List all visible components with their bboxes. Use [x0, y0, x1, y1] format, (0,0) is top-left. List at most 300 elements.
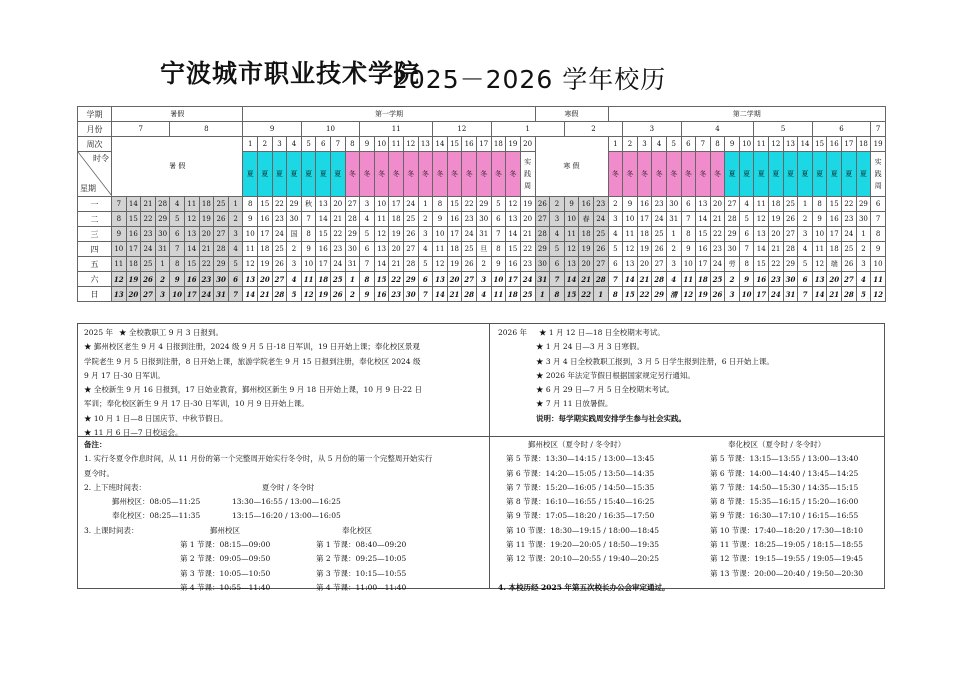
- month-label: 月份: [78, 122, 112, 137]
- event-line: ★ 1 月 24 日—3 月 3 日寒假。: [536, 342, 645, 352]
- term2-date: 22: [637, 287, 652, 302]
- month-cell: 11: [360, 122, 433, 137]
- term1-date: 31: [476, 227, 491, 242]
- summer-date: 9: [112, 227, 127, 242]
- season-cell: 实 践 周: [520, 152, 535, 197]
- events-2025: [84, 326, 486, 440]
- season-cell: 冬: [696, 152, 711, 197]
- term1-date: 25: [520, 287, 535, 302]
- term1-date: 17: [506, 272, 521, 287]
- week-num: 6: [681, 137, 696, 152]
- term1-date: 12: [301, 287, 316, 302]
- winter-date: 30: [535, 257, 550, 272]
- remarks: [84, 438, 486, 595]
- pm-period-row: 第 13 节课：20:00—20:40 / 19:50—20:30: [710, 568, 864, 578]
- term1-date: 16: [374, 287, 389, 302]
- term2-date: 29: [725, 227, 740, 242]
- summer-date: 19: [199, 212, 214, 227]
- term1-date: 7: [360, 257, 375, 272]
- summer-date: 7: [170, 242, 185, 257]
- term2-date: 14: [812, 287, 827, 302]
- season-cell: 冬: [476, 152, 491, 197]
- term2-date: 28: [725, 212, 740, 227]
- term1-date: 15: [316, 227, 331, 242]
- winter-date: 28: [593, 272, 608, 287]
- term1-date: 17: [316, 257, 331, 272]
- term1-date: 12: [243, 257, 258, 272]
- summer-date: 10: [170, 287, 185, 302]
- term1-date: 19: [258, 257, 273, 272]
- term2-date: 5: [856, 287, 871, 302]
- week-num: 3: [272, 137, 287, 152]
- term1-date: 10: [491, 272, 506, 287]
- summer-date: 6: [170, 227, 185, 242]
- term2-date: 10: [681, 257, 696, 272]
- winter-date: 15: [564, 287, 579, 302]
- term1-date: 6: [491, 212, 506, 227]
- term2-date: 23: [652, 197, 667, 212]
- term2-date: 7: [798, 287, 813, 302]
- term2-date: 6: [608, 257, 623, 272]
- pm-period-row: 第 11 节课：19:20—20:05 / 18:50—19:35 第 11 节课：18:25—19:05 / 18:15—18:55: [506, 540, 864, 550]
- season-cell: 夏: [827, 152, 842, 197]
- term2-date: 18: [769, 197, 784, 212]
- term1-date: 5: [287, 287, 302, 302]
- term2-date: 12: [681, 287, 696, 302]
- term2-date: 21: [710, 212, 725, 227]
- season-cell: 夏: [316, 152, 331, 197]
- term1-date: 17: [389, 197, 404, 212]
- term1-date: 12: [433, 257, 448, 272]
- term2-date: 21: [827, 287, 842, 302]
- term1-date: 30: [287, 212, 302, 227]
- remark-2: 2. 上下班时间表： 夏令时 / 冬令时: [84, 482, 315, 492]
- term1-date: 秋: [301, 197, 316, 212]
- summer-date: 16: [184, 272, 199, 287]
- season-cell: 夏: [258, 152, 273, 197]
- day-row: [78, 272, 886, 287]
- calendar-grid: [77, 106, 886, 302]
- term1-date: 28: [272, 287, 287, 302]
- event-line: 军训；奉化校区新生 9 月 17 日-30 日军训，10 月 9 日开始上课。: [84, 399, 309, 409]
- term2-date: 30: [666, 197, 681, 212]
- term1-date: 4: [287, 272, 302, 287]
- term2-date: 8: [812, 197, 827, 212]
- term2-date: 15: [623, 287, 638, 302]
- summer-date: 31: [214, 287, 229, 302]
- term1-date: 14: [243, 287, 258, 302]
- month-cell: 7: [871, 122, 886, 137]
- term1-date: 28: [462, 287, 477, 302]
- season-cell: 冬: [462, 152, 477, 197]
- term1-date: 11: [243, 242, 258, 257]
- week-num: 4: [652, 137, 667, 152]
- term2-date: 4: [739, 197, 754, 212]
- event-line: ★ 鄞州校区老生 9 月 4 日报到注册，2024 级 9 月 5 日-18 日军训，19 日开始上课；奉化校区景观: [84, 342, 420, 352]
- term2-date: 17: [754, 287, 769, 302]
- weekday-label: 五: [78, 257, 112, 272]
- term1-date: 18: [389, 212, 404, 227]
- term1-date: 5: [360, 227, 375, 242]
- term2-date: 4: [608, 227, 623, 242]
- pm-period-row: 第 10 节课：18:30—19:15 / 18:00—18:45 第 10 节课：17:40—18:20 / 17:30—18:10: [506, 525, 864, 535]
- winter-date: 春: [579, 212, 594, 227]
- term1-date: 19: [389, 227, 404, 242]
- term-second: 第二学期: [608, 107, 885, 122]
- weekday-label: 日: [78, 287, 112, 302]
- term1-date: 22: [462, 197, 477, 212]
- yz-schedule-head: 鄞州校区（夏令时 / 冬令时）: [528, 440, 626, 449]
- season-cell: 实 践 周: [871, 152, 886, 197]
- term2-date: 14: [754, 242, 769, 257]
- term2-date: 20: [769, 227, 784, 242]
- event-line: ★ 10 月 1 日—8 日国庆节、中秋节假日。: [84, 413, 228, 423]
- event-line: 2025 年 ★ 全校教职工 9 月 3 日报到。: [84, 328, 223, 337]
- week-num: 2: [258, 137, 273, 152]
- term1-date: 国: [287, 227, 302, 242]
- term2-date: 17: [696, 257, 711, 272]
- season-cell: 夏: [287, 152, 302, 197]
- winter-date: 3: [550, 212, 565, 227]
- term1-date: 8: [491, 242, 506, 257]
- week-num: 10: [739, 137, 754, 152]
- term2-date: 3: [856, 257, 871, 272]
- summer-date: 23: [141, 227, 156, 242]
- summer-date: 25: [141, 257, 156, 272]
- season-cell: 冬: [506, 152, 521, 197]
- season-cell: 冬: [360, 152, 375, 197]
- term2-date: 26: [783, 212, 798, 227]
- term2-date: 8: [739, 257, 754, 272]
- term2-date: 10: [871, 257, 886, 272]
- day-row: [78, 227, 886, 242]
- term1-date: 1: [418, 197, 433, 212]
- pm-period-row: 第 7 节课：15:20—16:05 / 14:50—15:35 第 7 节课：14:50—15:30 / 14:35—15:15: [506, 482, 859, 492]
- term2-date: 16: [754, 272, 769, 287]
- summer-date: 17: [126, 242, 141, 257]
- term1-date: 13: [374, 242, 389, 257]
- event-line: 2026 年 ★ 1 月 12 日—18 日全校期末考试。: [498, 328, 665, 337]
- term2-date: 29: [783, 257, 798, 272]
- term2-date: 4: [798, 242, 813, 257]
- term2-date: 16: [637, 197, 652, 212]
- term1-date: 9: [360, 287, 375, 302]
- day-row: [78, 257, 886, 272]
- term1-date: 20: [331, 197, 346, 212]
- winter-date: 1: [593, 287, 608, 302]
- week-num: 6: [316, 137, 331, 152]
- term2-date: 22: [769, 257, 784, 272]
- term1-date: 4: [476, 287, 491, 302]
- term1-date: 31: [345, 257, 360, 272]
- term2-date: 8: [681, 227, 696, 242]
- term1-date: 19: [316, 287, 331, 302]
- summer-date: 31: [155, 242, 170, 257]
- term2-date: 25: [842, 242, 857, 257]
- winter-date: 2: [550, 197, 565, 212]
- term1-date: 27: [345, 197, 360, 212]
- term2-date: 5: [798, 257, 813, 272]
- season-cell: 夏: [301, 152, 316, 197]
- week-num: 7: [696, 137, 711, 152]
- term1-date: 19: [447, 257, 462, 272]
- term2-date: 16: [827, 212, 842, 227]
- term2-date: 13: [623, 257, 638, 272]
- term-summer: 暑假: [112, 107, 243, 122]
- summer-date: 3: [228, 227, 243, 242]
- event-line: ★ 2026 年法定节假日根据国家规定另行通知。: [536, 370, 695, 380]
- term2-date: 29: [652, 287, 667, 302]
- school-name: 宁波城市职业技术学院: [160, 59, 421, 88]
- term2-date: 28: [652, 272, 667, 287]
- term1-date: 15: [258, 197, 273, 212]
- season-cell: 夏: [272, 152, 287, 197]
- week-num: 3: [637, 137, 652, 152]
- term1-date: 26: [462, 257, 477, 272]
- summer-date: 15: [184, 257, 199, 272]
- term2-date: 9: [623, 197, 638, 212]
- summer-date: 24: [199, 287, 214, 302]
- term1-date: 16: [447, 212, 462, 227]
- term2-date: 8: [608, 287, 623, 302]
- term2-date: 21: [637, 272, 652, 287]
- summer-date: 19: [126, 272, 141, 287]
- term2-date: 12: [623, 242, 638, 257]
- term1-date: 15: [506, 242, 521, 257]
- term2-date: 12: [754, 212, 769, 227]
- term1-date: 5: [491, 197, 506, 212]
- season-cell: 冬: [389, 152, 404, 197]
- class-schedule: [498, 438, 882, 595]
- remark-1a: 1. 实行冬夏令作息时间，从 11 月份的第一个完整周开始实行冬令时，从 5 月份的第一个完整周开始实行: [84, 454, 433, 464]
- summer-date: 22: [199, 257, 214, 272]
- term2-date: 11: [754, 197, 769, 212]
- term1-date: 23: [272, 212, 287, 227]
- summer-date: 23: [199, 272, 214, 287]
- event-line: 学院老生 9 月 5 日报到注册，8 日开始上课，旅游学院老生 9 月 15 日报到注册，奉化校区 2024 级: [84, 356, 421, 366]
- term1-date: 10: [301, 257, 316, 272]
- yz-hours: 鄞州校区：08:05—11:25 13:30—16:55 / 13:00—16:25: [112, 497, 341, 507]
- week-num: 4: [287, 137, 302, 152]
- week-num: 15: [812, 137, 827, 152]
- time-weekday-header: 时令 星期: [78, 152, 112, 197]
- summer-date: 1: [228, 197, 243, 212]
- term2-date: 28: [842, 287, 857, 302]
- term1-date: 21: [331, 212, 346, 227]
- term2-date: 26: [842, 257, 857, 272]
- term2-date: 6: [871, 197, 886, 212]
- fh-hours: 奉化校区：08:25—11:35 13:15—16:20 / 13:00—16:05: [112, 511, 341, 521]
- term1-date: 6: [360, 242, 375, 257]
- pm-period-row: 第 9 节课：17:05—18:20 / 16:35—17:50 第 9 节课：16:30—17:10 / 16:15—16:55: [506, 511, 859, 521]
- term2-date: 5: [608, 242, 623, 257]
- winter-date: 9: [564, 197, 579, 212]
- week-num: 18: [856, 137, 871, 152]
- term2-date: 1: [856, 227, 871, 242]
- term1-date: 24: [462, 227, 477, 242]
- events-2026: [498, 326, 882, 426]
- summer-date: 30: [214, 272, 229, 287]
- weekday-label: 二: [78, 212, 112, 227]
- term2-date: 25: [783, 197, 798, 212]
- term1-date: 13: [316, 197, 331, 212]
- month-cell: 5: [754, 122, 812, 137]
- term1-date: 20: [389, 242, 404, 257]
- term2-date: 11: [871, 272, 886, 287]
- summer-date: 14: [126, 197, 141, 212]
- term2-date: 10: [812, 227, 827, 242]
- summer-date: 21: [199, 242, 214, 257]
- term2-date: 11: [681, 272, 696, 287]
- winter-date: 25: [593, 227, 608, 242]
- term1-date: 13: [506, 212, 521, 227]
- pm-period-row: 第 8 节课：16:10—16:55 / 15:40—16:25 第 8 节课：15:35—16:15 / 15:20—16:00: [506, 497, 859, 507]
- term1-date: 3: [287, 257, 302, 272]
- summer-date: 27: [214, 227, 229, 242]
- term2-date: 9: [681, 242, 696, 257]
- week-num: 9: [725, 137, 740, 152]
- month-cell: 2: [564, 122, 622, 137]
- term2-date: 27: [652, 257, 667, 272]
- term1-date: 11: [301, 272, 316, 287]
- term1-date: 12: [374, 227, 389, 242]
- summer-date: 4: [228, 242, 243, 257]
- season-cell: 夏: [331, 152, 346, 197]
- term2-date: 22: [842, 197, 857, 212]
- term1-date: 25: [403, 212, 418, 227]
- term2-date: 18: [696, 272, 711, 287]
- week-num: 14: [798, 137, 813, 152]
- summer-date: 2: [155, 272, 170, 287]
- term2-date: 20: [637, 257, 652, 272]
- term1-date: 9: [433, 212, 448, 227]
- month-row: [78, 122, 886, 137]
- season-cell: 冬: [608, 152, 623, 197]
- term1-date: 21: [447, 287, 462, 302]
- event-line: ★ 3 月 4 日全校教职工报到，3 月 5 日学生报到注册，6 日开始上课。: [536, 356, 774, 366]
- term2-date: 7: [681, 212, 696, 227]
- day-row: [78, 242, 886, 257]
- month-cell: 9: [243, 122, 301, 137]
- day-row: [78, 212, 886, 227]
- summer-date: 6: [228, 272, 243, 287]
- week-num: 1: [608, 137, 623, 152]
- term1-date: 13: [433, 272, 448, 287]
- season-cell: 冬: [623, 152, 638, 197]
- term2-date: 18: [637, 227, 652, 242]
- winter-date: 27: [593, 257, 608, 272]
- winter-date: 8: [550, 287, 565, 302]
- term2-date: 1: [666, 227, 681, 242]
- term2-date: 9: [739, 272, 754, 287]
- month-cell: 1: [491, 122, 564, 137]
- week-num: 17: [476, 137, 491, 152]
- event-line: ★ 全校新生 9 月 16 日报到，17 日始业教育，鄞州校区新生 9 月 18 日开始上课，10 月 9 日-22 日: [84, 385, 422, 395]
- term1-date: 11: [491, 287, 506, 302]
- term2-date: 15: [754, 257, 769, 272]
- day-row: [78, 197, 886, 212]
- term2-date: 9: [871, 242, 886, 257]
- week-num: 13: [418, 137, 433, 152]
- summer-date: 26: [141, 272, 156, 287]
- term1-date: 25: [462, 242, 477, 257]
- term-row: [78, 107, 886, 122]
- term2-date: 清: [666, 287, 681, 302]
- term2-date: 3: [725, 287, 740, 302]
- term2-date: 20: [827, 272, 842, 287]
- term2-date: 27: [842, 272, 857, 287]
- summer-date: 5: [228, 257, 243, 272]
- term2-date: 2: [798, 212, 813, 227]
- term2-date: 2: [725, 272, 740, 287]
- season-cell: 冬: [652, 152, 667, 197]
- approval-note: 4. 本校历经 2025 年第五次校长办公会审定通过。: [498, 582, 670, 592]
- term2-date: 9: [812, 212, 827, 227]
- term2-date: 11: [812, 242, 827, 257]
- practice-note: 说明：每学期实践周安排学生参与社会实践。: [536, 413, 686, 423]
- winter-date: 4: [550, 227, 565, 242]
- week-num: 14: [433, 137, 448, 152]
- term1-date: 29: [476, 197, 491, 212]
- week-row: [78, 137, 886, 152]
- term1-date: 2: [418, 212, 433, 227]
- summer-date: 9: [170, 272, 185, 287]
- term1-date: 4: [418, 242, 433, 257]
- term1-date: 18: [447, 242, 462, 257]
- term2-date: 19: [637, 242, 652, 257]
- term1-date: 11: [374, 212, 389, 227]
- term1-date: 3: [418, 227, 433, 242]
- term2-date: 30: [783, 272, 798, 287]
- season-cell: 冬: [345, 152, 360, 197]
- summer-date: 29: [155, 212, 170, 227]
- summer-date: 12: [112, 272, 127, 287]
- term1-date: 18: [506, 287, 521, 302]
- term1-date: 3: [360, 197, 375, 212]
- summer-date: 28: [155, 197, 170, 212]
- event-line: ★ 11 月 6 日—7 日校运会。: [84, 428, 183, 438]
- term2-date: 17: [827, 227, 842, 242]
- week-num: 17: [842, 137, 857, 152]
- term1-date: 7: [418, 287, 433, 302]
- term1-date: 9: [301, 242, 316, 257]
- term1-date: 22: [272, 197, 287, 212]
- notes-section: [77, 323, 885, 592]
- term1-date: 21: [520, 227, 535, 242]
- term1-date: 4: [360, 212, 375, 227]
- term2-date: 31: [666, 212, 681, 227]
- fh-schedule-head: 奉化校区（夏令时 / 冬令时）: [728, 440, 826, 449]
- summer-date: 8: [170, 257, 185, 272]
- term2-date: 15: [827, 197, 842, 212]
- term1-date: 21: [258, 287, 273, 302]
- term2-date: 29: [856, 197, 871, 212]
- term1-date: 9: [491, 257, 506, 272]
- week-num: 11: [754, 137, 769, 152]
- term2-date: 4: [666, 272, 681, 287]
- term2-date: 3: [666, 257, 681, 272]
- event-line: 9 月 17 日-30 日军训。: [84, 370, 165, 380]
- summer-date: 7: [228, 287, 243, 302]
- month-cell: 4: [681, 122, 754, 137]
- term1-date: 10: [374, 197, 389, 212]
- event-line: ★ 7 月 11 日放暑假。: [536, 399, 613, 409]
- season-cell: 冬: [418, 152, 433, 197]
- remark-3: 3. 上课时间表： 鄞州校区 奉化校区: [84, 525, 372, 535]
- winter-date: 26: [535, 197, 550, 212]
- month-cell: 12: [433, 122, 491, 137]
- term1-date: 30: [403, 287, 418, 302]
